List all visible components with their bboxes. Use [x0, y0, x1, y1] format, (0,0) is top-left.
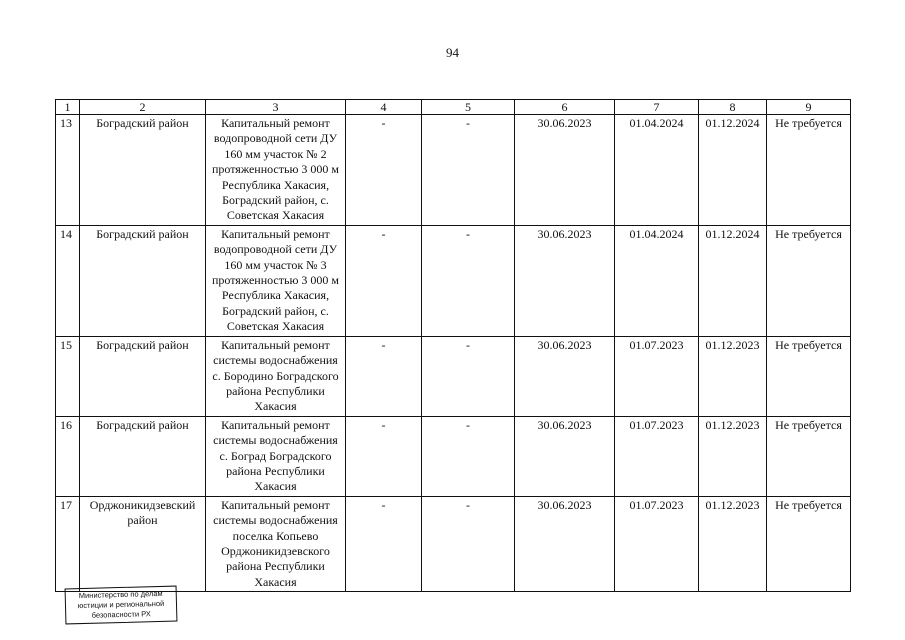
table-row [56, 416, 851, 496]
date-cell: 01.12.2023 [699, 416, 767, 496]
col-header-8: 8 [699, 100, 767, 115]
row-number: 14 [56, 225, 80, 336]
col5-cell: - [422, 416, 515, 496]
col4-cell: - [346, 416, 422, 496]
date-cell: 01.12.2024 [699, 225, 767, 336]
col4-cell: - [346, 225, 422, 336]
col-header-9: 9 [767, 100, 851, 115]
col5-cell: - [422, 115, 515, 226]
row-number: 17 [56, 496, 80, 591]
district-cell: Боградский район [80, 225, 206, 336]
col-header-4: 4 [346, 100, 422, 115]
object-cell: Капитальный ремонт системы водоснабжения поселка Копьево Орджоникидзевского района Республики Хакасия [206, 496, 346, 591]
date-cell: 30.06.2023 [515, 496, 615, 591]
col5-cell: - [422, 225, 515, 336]
date-cell: 30.06.2023 [515, 225, 615, 336]
row-number: 13 [56, 115, 80, 226]
row-number: 15 [56, 336, 80, 416]
requirement-cell: Не требуется [767, 336, 851, 416]
col4-cell: - [346, 115, 422, 226]
date-cell: 01.07.2023 [615, 416, 699, 496]
object-cell: Капитальный ремонт водопроводной сети ДУ 160 мм участок № 2 протяженностью 3 000 м Республика Хакасия, Боградский район, с. Советская Хакасия [206, 115, 346, 226]
table-row [56, 225, 851, 336]
stamp-line: Министерство по делам [78, 588, 163, 601]
date-cell: 30.06.2023 [515, 115, 615, 226]
requirement-cell: Не требуется [767, 416, 851, 496]
col5-cell: - [422, 496, 515, 591]
requirement-cell: Не требуется [767, 496, 851, 591]
works-table [55, 99, 851, 592]
table-row [56, 336, 851, 416]
object-cell: Капитальный ремонт системы водоснабжения с. Бородино Боградского района Республики Хакасия [206, 336, 346, 416]
district-cell: Боградский район [80, 115, 206, 226]
requirement-cell: Не требуется [767, 115, 851, 226]
date-cell: 01.04.2024 [615, 115, 699, 226]
date-cell: 01.07.2023 [615, 336, 699, 416]
col-header-3: 3 [206, 100, 346, 115]
ministry-stamp [65, 586, 178, 625]
page-number: 94 [446, 45, 459, 60]
table-row [56, 115, 851, 226]
stamp-line: юстиции и региональной [77, 598, 165, 611]
row-number: 16 [56, 416, 80, 496]
col-header-2: 2 [80, 100, 206, 115]
col-header-5: 5 [422, 100, 515, 115]
col4-cell: - [346, 496, 422, 591]
col-header-6: 6 [515, 100, 615, 115]
date-cell: 01.07.2023 [615, 496, 699, 591]
col-header-7: 7 [615, 100, 699, 115]
date-cell: 01.04.2024 [615, 225, 699, 336]
stamp-line: безопасности РХ [91, 609, 151, 620]
object-cell: Капитальный ремонт системы водоснабжения с. Боград Боградского района Республики Хакасия [206, 416, 346, 496]
requirement-cell: Не требуется [767, 225, 851, 336]
district-cell: Боградский район [80, 336, 206, 416]
district-cell: Орджоникидзевский район [80, 496, 206, 591]
date-cell: 01.12.2024 [699, 115, 767, 226]
col5-cell: - [422, 336, 515, 416]
date-cell: 01.12.2023 [699, 336, 767, 416]
col-header-1: 1 [56, 100, 80, 115]
table-row [56, 496, 851, 591]
col4-cell: - [346, 336, 422, 416]
date-cell: 01.12.2023 [699, 496, 767, 591]
table-header-row [56, 100, 851, 115]
object-cell: Капитальный ремонт водопроводной сети ДУ 160 мм участок № 3 протяженностью 3 000 м Республика Хакасия, Боградский район, с. Советская Хакасия [206, 225, 346, 336]
date-cell: 30.06.2023 [515, 416, 615, 496]
date-cell: 30.06.2023 [515, 336, 615, 416]
district-cell: Боградский район [80, 416, 206, 496]
